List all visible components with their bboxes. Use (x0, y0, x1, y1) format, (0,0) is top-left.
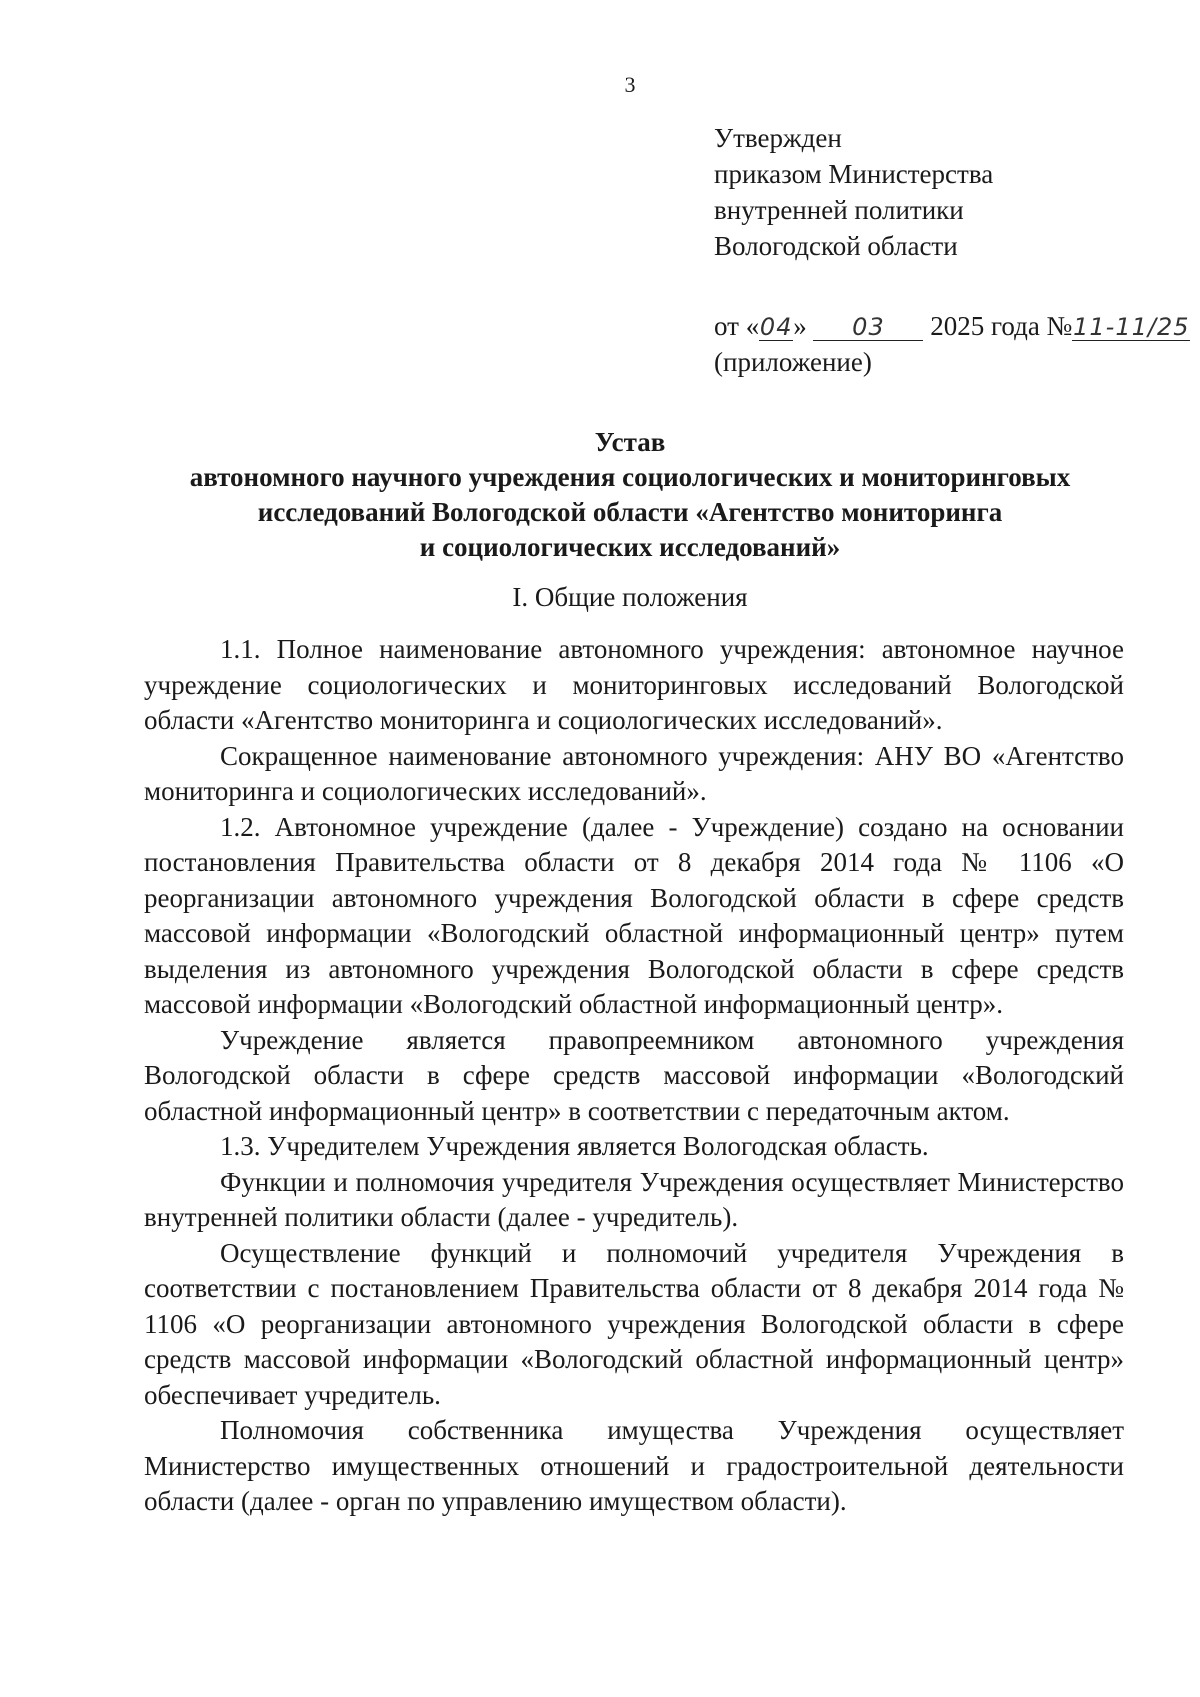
paragraph: Сокращенное наименование автономного учреждения: АНУ ВО «Агентство мониторинга и социологических исследований». (144, 740, 1124, 806)
document-body (144, 632, 1124, 1520)
date-prefix: от « (714, 311, 760, 341)
section-heading: I. Общие положения (512, 582, 748, 612)
handwritten-order-number: 11-11/25 (1073, 313, 1190, 341)
page-number: 3 (624, 72, 636, 97)
date-year-text: 2025 года № (930, 311, 1073, 341)
title-line-1: Устав (594, 427, 666, 457)
handwritten-day: 04 (759, 313, 793, 341)
title-line-4: и социологических исследований» (419, 532, 841, 562)
document-title (150, 425, 1110, 565)
approval-date-line (714, 308, 1190, 344)
paragraph: Учреждение является правопреемником автономного учреждения Вологодской области в сфере средств массовой информации «Вологодский областной информационный центр» в соответствии с передаточным актом. (144, 1024, 1124, 1126)
approval-appendix: (приложение) (714, 347, 872, 377)
handwritten-month: 03 (813, 314, 923, 341)
paragraph: Полномочия собственника имущества Учреждения осуществляет Министерство имущественных отношений и градостроительной деятельности области (далее - орган по управлению имуществом области). (144, 1415, 1124, 1516)
paragraph: 1.3. Учредителем Учреждения является Вологодская область. (220, 1131, 929, 1161)
title-line-3: исследований Вологодской области «Агентство мониторинга (257, 497, 1003, 527)
paragraph: Функции и полномочия учредителя Учреждения осуществляет Министерство внутренней политики области (далее - учредитель). (144, 1166, 1124, 1232)
paragraph: 1.2. Автономное учреждение (далее - Учреждение) создано на основании постановления Правительства области от 8 декабря 2014 года № 1106 «О реорганизации автономного учреждения Вологодской области в сфере средств массовой информации «Вологодский областной информационный центр» путем выделения из автономного учреждения Вологодской области в сфере средств массовой информации «Вологодский областной информационный центр». (144, 811, 1124, 1019)
approval-line-3: внутренней политики (714, 195, 964, 225)
approval-line-1: Утвержден (714, 123, 842, 153)
title-line-2: автономного научного учреждения социологических и мониторинговых (189, 462, 1071, 492)
approval-line-2: приказом Министерства (714, 159, 994, 189)
date-day-close: » (793, 311, 807, 341)
approval-line-4: Вологодской области (714, 231, 958, 261)
paragraph: 1.1. Полное наименование автономного учреждения: автономное научное учреждение социологических и мониторинговых исследований Вологодской области «Агентство мониторинга и социологических исследований». (144, 634, 1124, 735)
approval-block (714, 120, 1190, 380)
paragraph: Осуществление функций и полномочий учредителя Учреждения в соответствии с постановлением Правительства области от 8 декабря 2014 года № 1106 «О реорганизации автономного учреждения Вологодской области в сфере средств массовой информации «Вологодский областной информационный центр» обеспечивает учредитель. (144, 1237, 1124, 1410)
